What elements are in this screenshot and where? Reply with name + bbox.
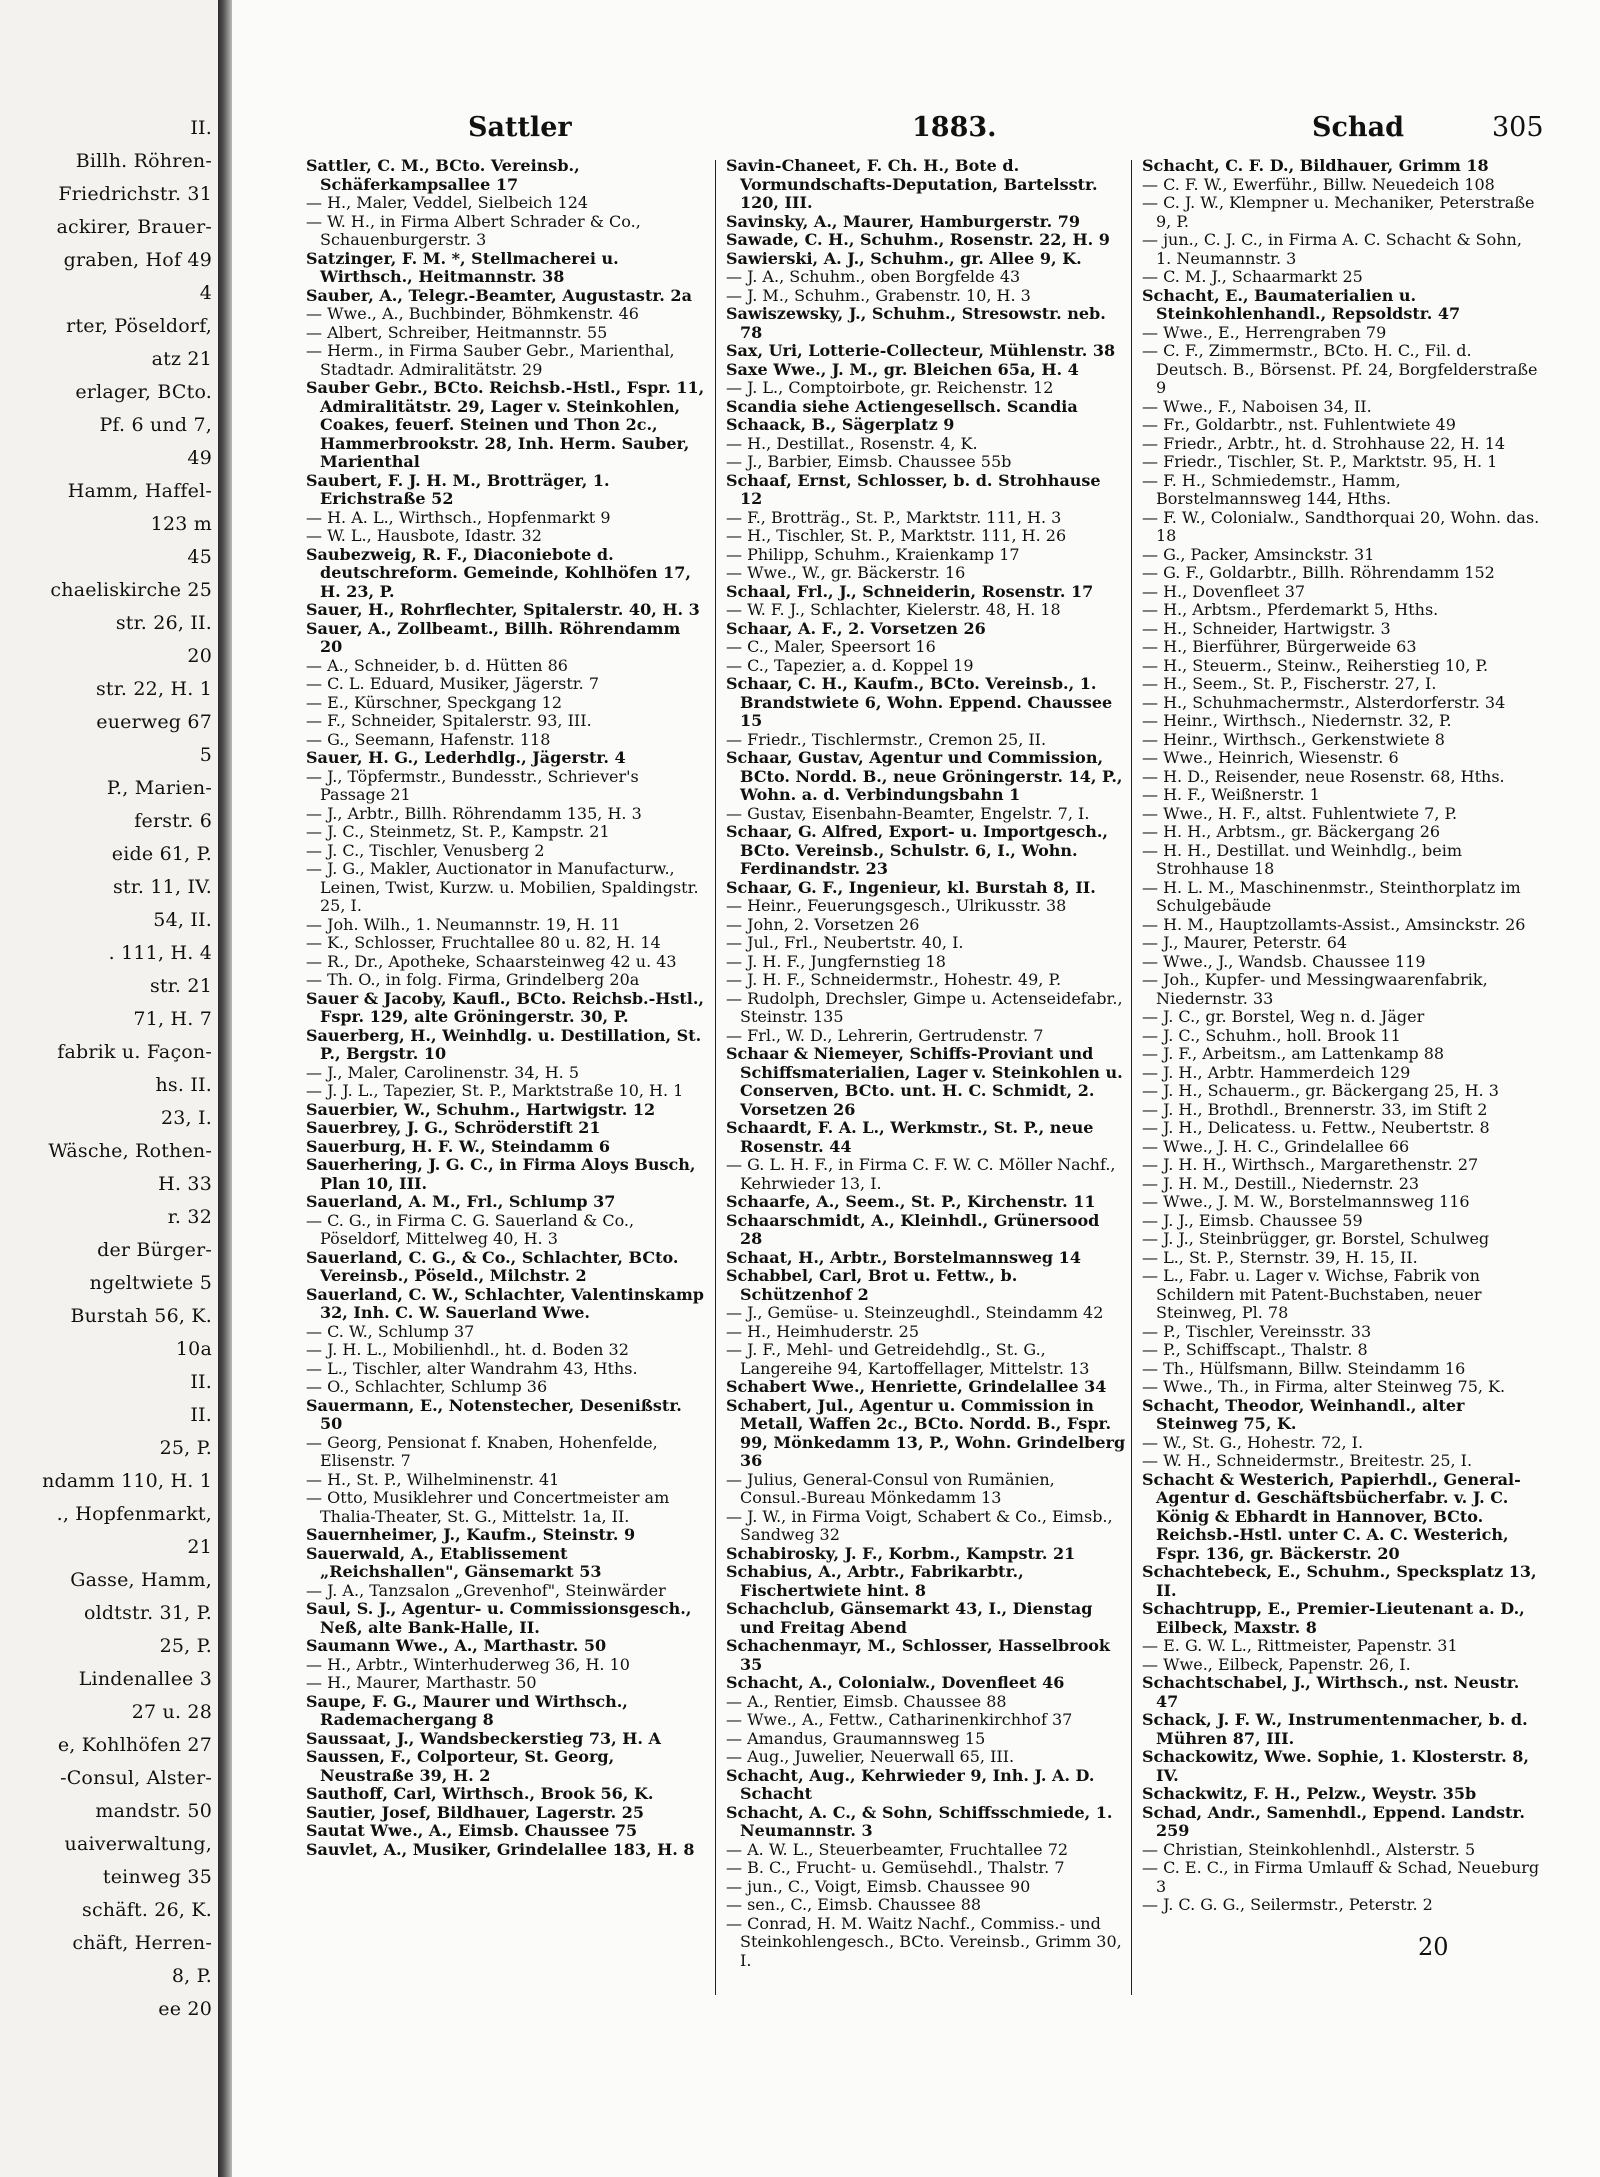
directory-entry: — Heinr., Feuerungsgesch., Ulrikusstr. 38	[726, 896, 1067, 915]
fragment-line: str. 22, H. 1	[95, 678, 212, 700]
directory-entry: — H., Bierführer, Bürgerweide 63	[1142, 637, 1417, 656]
fragment-line: chäft, Herren-	[72, 1932, 212, 1954]
directory-entry: — H., Dovenfleet 37	[1142, 581, 1306, 601]
directory-entry: Schacht, Theodor, Weinhandl., alter Steinweg 75, K.	[1142, 1395, 1465, 1433]
directory-entry: — H., Maler, Veddel, Sielbeich 124	[306, 193, 589, 212]
directory-entry: Schacht, E., Baumaterialien u. Steinkohlenhandl., Repsoldstr. 47	[1142, 285, 1461, 323]
directory-entry: Schaal, Frl., J., Schneiderin, Rosenstr. 17	[726, 581, 1094, 601]
directory-entry: — L., St. P., Sternstr. 39, H. 15, II.	[1142, 1247, 1418, 1267]
directory-entry: Saumann Wwe., A., Marthastr. 50	[306, 1636, 607, 1655]
directory-entry: — J. H. M., Destill., Niedernstr. 23	[1142, 1173, 1420, 1193]
fragment-line: 8, P.	[171, 1965, 212, 1987]
directory-entry: — B. C., Frucht- u. Gemüsehdl., Thalstr. 7	[726, 1858, 1065, 1877]
fragment-line: 49	[187, 447, 212, 469]
directory-entry: — H., Arbtr., Winterhuderweg 36, H. 10	[306, 1654, 630, 1674]
directory-entry: — Joh. Wilh., 1. Neumannstr. 19, H. 11	[306, 914, 621, 934]
directory-entry: Schaarschmidt, A., Kleinhdl., Grünersood 28	[726, 1210, 1100, 1248]
fragment-line: ferstr. 6	[134, 810, 212, 832]
directory-entry: Schabius, A., Arbtr., Fabrikarbtr., Fischertwiete hint. 8	[726, 1562, 1024, 1600]
directory-entry: — Otto, Musiklehrer und Concertmeister am Thalia-Theater, St. G., Mittelstr. 1a, II.	[306, 1488, 670, 1526]
fragment-line: 54, II.	[153, 909, 212, 931]
directory-entry: — F. W., Colonialw., Sandthorquai 20, Wohn. das. 18	[1142, 507, 1540, 545]
directory-entry: Sawiszewsky, J., Schuhm., Stresowstr. neb. 78	[726, 304, 1106, 342]
directory-entry: — W., St. G., Hohestr. 72, I.	[1142, 1432, 1364, 1452]
directory-entry: — J. C., gr. Borstel, Weg n. d. Jäger	[1142, 1007, 1425, 1026]
directory-entry: Schaardt, F. A. L., Werkmstr., St. P., neue Rosenstr. 44	[726, 1118, 1094, 1156]
directory-entry: Schaaf, Ernst, Schlosser, b. d. Strohhause 12	[726, 470, 1101, 508]
fragment-line: str. 26, II.	[115, 612, 212, 634]
directory-entry: — G., Seemann, Hafenstr. 118	[306, 729, 551, 749]
directory-entry: — O., Schlachter, Schlump 36	[306, 1377, 548, 1396]
directory-entry: — C., Maler, Speersort 16	[726, 637, 936, 656]
directory-entry: Saubert, F. J. H. M., Brotträger, 1. Erichstraße 52	[306, 470, 610, 508]
directory-entry: — J. H., Arbtr. Hammerdeich 129	[1142, 1062, 1411, 1082]
directory-entry: — J. C., Schuhm., holl. Brook 11	[1142, 1025, 1401, 1045]
directory-entry: Schacht, Aug., Kehrwieder 9, Inh. J. A. D. Schacht	[726, 1765, 1095, 1803]
directory-entry: Sauer, A., Zollbeamt., Billh. Röhrendamm 20	[306, 618, 681, 656]
directory-entry: Schachtschabel, J., Wirthsch., nst. Neustr. 47	[1142, 1673, 1520, 1711]
directory-entry: — J. H., Schauerm., gr. Bäckergang 25, H. 3	[1142, 1081, 1499, 1100]
directory-entry: — Wwe., A., Fettw., Catharinenkirchhof 37	[726, 1710, 1073, 1729]
directory-entry: — C. M. J., Schaarmarkt 25	[1142, 267, 1363, 286]
directory-entry: Sauvlet, A., Musiker, Grindelallee 183, H. 8	[306, 1839, 695, 1859]
directory-entry: — H. H., Destillat. und Weinhdlg., beim Strohhause 18	[1142, 840, 1462, 878]
directory-entry: Sauernheimer, J., Kaufm., Steinstr. 9	[306, 1525, 636, 1544]
fragment-line: Billh. Röhren-	[75, 150, 212, 172]
fragment-line: 123 m	[150, 513, 212, 535]
directory-entry: Schabert Wwe., Henriette, Grindelallee 34	[726, 1377, 1107, 1396]
directory-entry: — Rudolph, Drechsler, Gimpe u. Actenseidefabr., Steinstr. 135	[726, 988, 1123, 1026]
directory-entry: Saubezweig, R. F., Diaconiebote d. deutschreform. Gemeinde, Kohlhöfen 17, H. 23, P.	[306, 544, 691, 601]
directory-entry: — P., Tischler, Vereinsstr. 33	[1142, 1321, 1372, 1341]
fragment-line: 25, P.	[159, 1635, 212, 1657]
directory-entry: Savin-Chaneet, F. Ch. H., Bote d. Vormundschafts-Deputation, Bartelsstr. 120, III.	[726, 156, 1098, 212]
directory-entry: — Joh., Kupfer- und Messingwaarenfabrik, Niedernstr. 33	[1142, 970, 1488, 1008]
directory-entry: Sauerwald, A., Etablissement „Reichshallen", Gänsemarkt 53	[306, 1543, 602, 1581]
fragment-line: 45	[187, 546, 212, 568]
directory-entry: Sauer, H., Rohrflechter, Spitalerstr. 40, H. 3	[306, 600, 700, 619]
directory-entry: — W. H., in Firma Albert Schrader & Co., Schauenburgerstr. 3	[306, 211, 641, 249]
directory-entry: — C. E. C., in Firma Umlauff & Schad, Neueburg 3	[1142, 1858, 1540, 1896]
directory-entry: — Wwe., J. H. C., Grindelallee 66	[1142, 1136, 1410, 1156]
fragment-line: 20	[187, 645, 212, 667]
fragment-line: 4	[199, 282, 212, 304]
directory-entry: Schaar, G. Alfred, Export- u. Importgesch., BCto. Vereinsb., Schulstr. 6, I., Wohn. Ferdinandstr. 23	[726, 822, 1108, 878]
directory-entry: Schack, J. F. W., Instrumentenmacher, b. d. Mühren 87, III.	[1142, 1710, 1528, 1748]
directory-entry: Sawierski, A. J., Schuhm., gr. Allee 9, K.	[726, 248, 1082, 268]
directory-entry: Sautier, Josef, Bildhauer, Lagerstr. 25	[306, 1802, 644, 1822]
directory-entry: Sauerbier, W., Schuhm., Hartwigstr. 12	[306, 1099, 656, 1119]
directory-entry: — Julius, General-Consul von Rumänien, Consul.-Bureau Mönkedamm 13	[726, 1469, 1055, 1507]
directory-entry: — H. F., Weißnerstr. 1	[1142, 785, 1320, 804]
directory-entry: — J., Barbier, Eimsb. Chaussee 55b	[726, 452, 1012, 471]
previous-page-fragment	[0, 0, 218, 2177]
fragment-line: 71, H. 7	[133, 1008, 212, 1030]
page-number: 305	[1492, 112, 1544, 143]
directory-entry: Sauerbrey, J. G., Schröderstift 21	[306, 1118, 601, 1137]
fragment-line: II.	[190, 1371, 212, 1393]
directory-entry: Schaack, B., Sägerplatz 9	[726, 415, 955, 434]
directory-entry: — C. F., Zimmermstr., BCto. H. C., Fil. d. Deutsch. B., Börsenst. Pf. 24, Borgfelderstraße 9	[1142, 341, 1538, 397]
directory-entry: — H., Schuhmachermstr., Alsterdorferstr. 34	[1142, 692, 1506, 712]
directory-page	[232, 0, 1600, 2177]
directory-entry: — J. H. F., Schneidermstr., Hohestr. 49, P.	[726, 970, 1062, 989]
directory-entry: Sauerhering, J. G. C., in Firma Aloys Busch, Plan 10, III.	[306, 1155, 696, 1193]
fragment-line: Wäsche, Rothen-	[48, 1140, 212, 1162]
fragment-line: ngeltwiete 5	[89, 1272, 212, 1294]
fragment-line: euerweg 67	[96, 711, 212, 733]
directory-entry: — R., Dr., Apotheke, Schaarsteinweg 42 u. 43	[306, 951, 677, 971]
directory-entry: — jun., C. J. C., in Firma A. C. Schacht & Sohn, 1. Neumannstr. 3	[1142, 230, 1522, 268]
directory-entry: — A. W. L., Steuerbeamter, Fruchtallee 72	[726, 1839, 1069, 1859]
directory-entry: Satzinger, F. M. *, Stellmacherei u. Wirthsch., Heitmannstr. 38	[306, 248, 619, 286]
directory-entry: — Heinr., Wirthsch., Gerkenstwiete 8	[1142, 729, 1445, 749]
directory-entry: Schachtrupp, E., Premier-Lieutenant a. D., Eilbeck, Maxstr. 8	[1142, 1599, 1525, 1637]
directory-entry: — H. A. L., Wirthsch., Hopfenmarkt 9	[306, 507, 611, 527]
fragment-line: e, Kohlhöfen 27	[57, 1734, 212, 1756]
directory-entry: Schacht, A., Colonialw., Dovenfleet 46	[726, 1673, 1065, 1692]
directory-entry: — Herm., in Firma Sauber Gebr., Marienthal, Stadtadr. Admiralitätstr. 29	[306, 341, 675, 379]
column-rule	[1131, 160, 1132, 1995]
fragment-line: hs. II.	[155, 1074, 212, 1096]
header-right-word: Schad	[1312, 112, 1404, 143]
directory-entry: Saxe Wwe., J. M., gr. Bleichen 65a, H. 4	[726, 359, 1079, 379]
directory-entry: Schachenmayr, M., Schlosser, Hasselbrook 35	[726, 1636, 1110, 1674]
directory-entry: Sauerland, C. W., Schlachter, Valentinskamp 32, Inh. C. W. Sauerland Wwe.	[306, 1284, 704, 1322]
directory-entry: — W. F. J., Schlachter, Kielerstr. 48, H. 18	[726, 600, 1061, 619]
directory-entry: — L., Fabr. u. Lager v. Wichse, Fabrik von Schildern mit Patent-Buchstaben, neuer Steinweg, Pl. 78	[1142, 1266, 1482, 1322]
fragment-line: teinweg 35	[102, 1866, 212, 1888]
directory-entry: — Gustav, Eisenbahn-Beamter, Engelstr. 7, I.	[726, 803, 1090, 823]
directory-entry: — C. W., Schlump 37	[306, 1321, 475, 1341]
directory-entry: — J. F., Mehl- und Getreidehdlg., St. G., Langereihe 94, Kartoffellager, Mittelstr. 13	[726, 1340, 1090, 1378]
directory-entry: Sauber Gebr., BCto. Reichsb.-Hstl., Fspr. 11, Admiralitätstr. 29, Lager v. Steinkohlen, Coakes, feuerf. Steinen und Thon 2c., Hammerbrookstr. 28, Inh. Herm. Sauber, Marienthal	[306, 378, 705, 471]
directory-entry: Schabert, Jul., Agentur u. Commission in Metall, Waffen 2c., BCto. Nordd. B., Fspr. 99, Mönkedamm 13, P., Wohn. Grindelberg 36	[726, 1395, 1126, 1470]
fragment-line: Friedrichstr. 31	[58, 183, 212, 205]
directory-entry: Saussaat, J., Wandsbeckerstieg 73, H. A	[306, 1728, 661, 1748]
directory-entry: Sauerburg, H. F. W., Steindamm 6	[306, 1136, 611, 1156]
directory-entry: Sautat Wwe., A., Eimsb. Chaussee 75	[306, 1821, 638, 1840]
directory-entry: — Conrad, H. M. Waitz Nachf., Commiss.- und Steinkohlengesch., BCto. Vereinsb., Grimm 30, I.	[726, 1913, 1122, 1970]
directory-entry: — Fr., Goldarbtr., nst. Fuhlentwiete 49	[1142, 415, 1456, 434]
directory-entry: — G. L. H. F., in Firma C. F. W. C. Möller Nachf., Kehrwieder 13, I.	[726, 1155, 1116, 1193]
fragment-line: P., Marien-	[106, 777, 212, 799]
directory-entry: Sawade, C. H., Schuhm., Rosenstr. 22, H. 9	[726, 230, 1110, 249]
fragment-line: der Bürger-	[97, 1239, 212, 1261]
fragment-line: Hamm, Haffel-	[67, 480, 212, 502]
directory-entry: — Wwe., Th., in Firma, alter Steinweg 75, K.	[1142, 1377, 1506, 1396]
directory-entry: — Frl., W. D., Lehrerin, Gertrudenstr. 7	[726, 1025, 1044, 1045]
directory-entry: — J. H., Delicatess. u. Fettw., Neubertstr. 8	[1142, 1118, 1490, 1137]
directory-entry: — Wwe., E., Herrengraben 79	[1142, 322, 1387, 342]
fragment-line: chaeliskirche 25	[50, 579, 212, 601]
directory-entry: — Friedr., Arbtr., ht. d. Strohhause 22, H. 14	[1142, 433, 1506, 453]
directory-entry: Sauer, H. G., Lederhdlg., Jägerstr. 4	[306, 748, 626, 767]
directory-entry: — Albert, Schreiber, Heitmannstr. 55	[306, 322, 608, 342]
directory-entry: — C. G., in Firma C. G. Sauerland & Co., Pöseldorf, Mittelweg 40, H. 3	[306, 1210, 635, 1248]
column-2	[726, 157, 1126, 1970]
directory-entry: — J., Gemüse- u. Steinzeughdl., Steindamm 42	[726, 1303, 1104, 1322]
directory-entry: Schad, Andr., Samenhdl., Eppend. Landstr. 259	[1142, 1802, 1525, 1840]
directory-entry: — J. H. H., Wirthsch., Margarethenstr. 27	[1142, 1155, 1479, 1174]
fragment-line: 25, P.	[159, 1437, 212, 1459]
fragment-line: ndamm 110, H. 1	[42, 1470, 212, 1492]
directory-entry: — J., Arbtr., Billh. Röhrendamm 135, H. 3	[306, 803, 642, 823]
directory-entry: — C., Tapezier, a. d. Koppel 19	[726, 655, 974, 675]
directory-entry: — Th. O., in folg. Firma, Grindelberg 20a	[306, 970, 640, 989]
directory-entry: Sax, Uri, Lotterie-Collecteur, Mühlenstr. 38	[726, 341, 1116, 360]
directory-entry: — Christian, Steinkohlenhdl., Alsterstr. 5	[1142, 1839, 1476, 1859]
directory-entry: — C. L. Eduard, Musiker, Jägerstr. 7	[306, 674, 599, 693]
directory-entry: Sauthoff, Carl, Wirthsch., Brook 56, K.	[306, 1784, 654, 1803]
directory-entry: — Wwe., A., Buchbinder, Böhmkenstr. 46	[306, 304, 639, 323]
directory-entry: Schacht, C. F. D., Bildhauer, Grimm 18	[1142, 156, 1489, 175]
fragment-line: erlager, BCto.	[75, 381, 212, 403]
fragment-line: . 111, H. 4	[108, 942, 212, 964]
fragment-line: rter, Pöseldorf,	[66, 315, 212, 337]
directory-entry: — Wwe., F., Naboisen 34, II.	[1142, 396, 1372, 416]
directory-entry: — Friedr., Tischlermstr., Cremon 25, II.	[726, 729, 1047, 749]
directory-entry: — Heinr., Wirthsch., Niedernstr. 32, P.	[1142, 711, 1452, 730]
fragment-line: ackirer, Brauer-	[56, 216, 212, 238]
directory-entry: Schaarfe, A., Seem., St. P., Kirchenstr. 11	[726, 1192, 1096, 1211]
fragment-line: 10a	[175, 1338, 212, 1360]
fragment-line: Gasse, Hamm,	[70, 1569, 212, 1591]
directory-entry: — H. H., Arbtsm., gr. Bäckergang 26	[1142, 822, 1441, 841]
directory-entry: — Wwe., W., gr. Bäckerstr. 16	[726, 563, 966, 582]
fragment-line: oldtstr. 31, P.	[83, 1602, 212, 1624]
directory-entry: Schabirosky, J. F., Korbm., Kampstr. 21	[726, 1543, 1076, 1563]
fragment-line: II.	[190, 117, 212, 139]
directory-entry: — H., Tischler, St. P., Marktstr. 111, H. 26	[726, 526, 1067, 545]
directory-entry: — J. G., Makler, Auctionator in Manufacturw., Leinen, Twist, Kurzw. u. Mobilien, Spaldingstr. 25, I.	[306, 859, 699, 915]
directory-entry: Schabbel, Carl, Brot u. Fettw., b. Schützenhof 2	[726, 1266, 1018, 1304]
column-rule	[715, 160, 716, 1995]
directory-entry: — J. J., Eimsb. Chaussee 59	[1142, 1210, 1363, 1230]
fragment-line: ee 20	[158, 1998, 212, 2020]
directory-entry: — J. H. L., Mobilienhdl., ht. d. Boden 32	[306, 1340, 629, 1359]
directory-entry: — J. F., Arbeitsm., am Lattenkamp 88	[1142, 1044, 1445, 1063]
directory-entry: Schaat, H., Arbtr., Borstelmannsweg 14	[726, 1247, 1081, 1267]
directory-entry: — H., Heimhuderstr. 25	[726, 1321, 920, 1341]
directory-entry: — F., Brotträg., St. P., Marktstr. 111, H. 3	[726, 507, 1062, 527]
directory-entry: Schacht & Westerich, Papierhdl., General-Agentur d. Geschäftsbücherfabr. v. J. C. König & Ebhardt in Hannover, BCto. Reichsb.-Hstl. unter C. A. C. Westerich, Fspr. 136, gr. Bäckerstr. 20	[1142, 1469, 1521, 1563]
directory-entry: — H., Destillat., Rosenstr. 4, K.	[726, 433, 978, 453]
fragment-line: mandstr. 50	[95, 1800, 212, 1822]
directory-entry: — C. F. W., Ewerführ., Billw. Neuedeich 108	[1142, 174, 1495, 194]
directory-entry: — J. M., Schuhm., Grabenstr. 10, H. 3	[726, 285, 1031, 305]
directory-entry: — J. H., Brothdl., Brennerstr. 33, im Stift 2	[1142, 1099, 1488, 1119]
directory-entry: — H., Steuerm., Steinw., Reiherstieg 10, P.	[1142, 655, 1489, 675]
fragment-line: schäft. 26, K.	[82, 1899, 212, 1921]
directory-entry: — H., Arbtsm., Pferdemarkt 5, Hths.	[1142, 600, 1439, 619]
directory-entry: — G. F., Goldarbtr., Billh. Röhrendamm 152	[1142, 563, 1495, 582]
fragment-line: 21	[187, 1536, 212, 1558]
directory-entry: Schaar & Niemeyer, Schiffs-Proviant und Schiffsmaterialien, Lager v. Steinkohlen u. Conserven, BCto. unt. H. C. Schmidt, 2. Vorsetzen 26	[726, 1044, 1123, 1119]
directory-entry: — J. J. L., Tapezier, St. P., Marktstraße 10, H. 1	[306, 1081, 684, 1100]
directory-entry: — Th., Hülfsmann, Billw. Steindamm 16	[1142, 1358, 1466, 1378]
directory-entry: — Wwe., J. M. W., Borstelmannsweg 116	[1142, 1192, 1470, 1211]
directory-entry: — J. L., Comptoirbote, gr. Reichenstr. 12	[726, 378, 1054, 397]
directory-entry: — H., Seem., St. P., Fischerstr. 27, I.	[1142, 674, 1437, 693]
directory-entry: — Aug., Juwelier, Neuerwall 65, III.	[726, 1747, 1015, 1766]
directory-entry: — J., Maler, Carolinenstr. 34, H. 5	[306, 1062, 579, 1082]
directory-entry: — E. G. W. L., Rittmeister, Papenstr. 31	[1142, 1636, 1458, 1655]
fragment-line: r. 32	[167, 1206, 212, 1228]
running-header	[232, 112, 1600, 152]
directory-entry: — J., Töpfermstr., Bundesstr., Schriever's Passage 21	[306, 766, 639, 804]
fragment-line: str. 21	[149, 975, 212, 997]
directory-entry: — A., Schneider, b. d. Hütten 86	[306, 655, 568, 675]
fragment-line: Lindenallee 3	[78, 1668, 212, 1690]
directory-entry: — J. C., Tischler, Venusberg 2	[306, 840, 545, 860]
directory-entry: — H. L. M., Maschinenmstr., Steinthorplatz im Schulgebäude	[1142, 877, 1521, 915]
directory-entry: — Georg, Pensionat f. Knaben, Hohenfelde, Elisenstr. 7	[306, 1432, 658, 1470]
directory-entry: — sen., C., Eimsb. Chaussee 88	[726, 1895, 982, 1914]
directory-entry: Sauerberg, H., Weinhdlg. u. Destillation, St. P., Bergstr. 10	[306, 1025, 702, 1063]
header-left-word: Sattler	[468, 112, 572, 143]
directory-entry: — John, 2. Vorsetzen 26	[726, 914, 920, 934]
column-3	[1142, 157, 1542, 1915]
directory-entry: — J. C. G. G., Seilermstr., Peterstr. 2	[1142, 1895, 1433, 1914]
fragment-line: graben, Hof 49	[63, 249, 212, 271]
directory-entry: — J. H. F., Jungfernstieg 18	[726, 951, 946, 971]
directory-entry: Saussen, F., Colporteur, St. Georg, Neustraße 39, H. 2	[306, 1747, 615, 1785]
fragment-line: 27 u. 28	[131, 1701, 212, 1723]
directory-entry: Schachclub, Gänsemarkt 43, I., Dienstag und Freitag Abend	[726, 1599, 1093, 1637]
directory-entry: — L., Tischler, alter Wandrahm 43, Hths.	[306, 1358, 638, 1378]
directory-entry: — H., Maurer, Marthastr. 50	[306, 1673, 537, 1692]
fragment-line: -Consul, Alster-	[60, 1767, 212, 1789]
directory-entry: — J. C., Steinmetz, St. P., Kampstr. 21	[306, 822, 610, 841]
directory-entry: — C. J. W., Klempner u. Mechaniker, Peterstraße 9, P.	[1142, 193, 1535, 231]
fragment-line: fabrik u. Façon-	[57, 1041, 212, 1063]
directory-entry: — F., Schneider, Spitalerstr. 93, III.	[306, 711, 592, 730]
header-year: 1883.	[912, 112, 997, 143]
directory-entry: — Philipp, Schuhm., Kraienkamp 17	[726, 544, 1020, 564]
directory-entry: — Wwe., H. F., altst. Fuhlentwiete 7, P.	[1142, 803, 1458, 823]
fragment-line: uaiverwaltung,	[64, 1833, 212, 1855]
directory-entry: — J., Maurer, Peterstr. 64	[1142, 933, 1348, 952]
directory-entry: — W. H., Schneidermstr., Breitestr. 25, I.	[1142, 1451, 1473, 1470]
directory-entry: — F. H., Schmiedemstr., Hamm, Borstelmannsweg 144, Hths.	[1142, 470, 1401, 508]
directory-entry: Scandia siehe Actiengesellsch. Scandia	[726, 396, 1078, 416]
fragment-line: eide 61, P.	[111, 843, 212, 865]
directory-entry: Sattler, C. M., BCto. Vereinsb., Schäferkampsallee 17	[306, 156, 580, 194]
directory-entry: Schackwitz, F. H., Pelzw., Weystr. 35b	[1142, 1784, 1477, 1803]
fragment-line: ., Hopfenmarkt,	[56, 1503, 212, 1525]
directory-entry: — E., Kürschner, Speckgang 12	[306, 692, 562, 712]
directory-entry: — Wwe., J., Wandsb. Chaussee 119	[1142, 951, 1426, 971]
directory-entry: — Jul., Frl., Neubertstr. 40, I.	[726, 933, 964, 952]
directory-entry: — K., Schlosser, Fruchtallee 80 u. 82, H. 14	[306, 933, 661, 952]
fragment-line: Burstah 56, K.	[70, 1305, 212, 1327]
directory-entry: — W. L., Hausbote, Idastr. 32	[306, 526, 542, 545]
directory-entry: — H., St. P., Wilhelminenstr. 41	[306, 1469, 560, 1489]
directory-entry: Sauber, A., Telegr.-Beamter, Augustastr. 2a	[306, 285, 692, 305]
directory-entry: Schackowitz, Wwe. Sophie, 1. Klosterstr. 8, IV.	[1142, 1747, 1529, 1785]
fragment-line: H. 33	[158, 1173, 212, 1195]
directory-entry: — J. W., in Firma Voigt, Schabert & Co., Eimsb., Sandweg 32	[726, 1506, 1113, 1544]
directory-entry: — Wwe., Heinrich, Wiesenstr. 6	[1142, 748, 1399, 767]
directory-entry: Sauerland, C. G., & Co., Schlachter, BCto. Vereinsb., Pöseld., Milchstr. 2	[306, 1247, 679, 1285]
directory-entry: — P., Schiffscapt., Thalstr. 8	[1142, 1340, 1368, 1359]
book-gutter	[218, 0, 232, 2177]
column-1	[306, 157, 706, 1859]
directory-entry: — Wwe., Eilbeck, Papenstr. 26, I.	[1142, 1654, 1411, 1674]
directory-entry: — Amandus, Graumannsweg 15	[726, 1728, 986, 1748]
fragment-line: 5	[199, 744, 212, 766]
directory-entry: — H. M., Hauptzollamts-Assist., Amsinckstr. 26	[1142, 914, 1526, 934]
directory-entry: Schaar, C. H., Kaufm., BCto. Vereinsb., 1. Brandstwiete 6, Wohn. Eppend. Chaussee 15	[726, 674, 1113, 730]
directory-entry: — H. D., Reisender, neue Rosenstr. 68, Hths.	[1142, 766, 1505, 786]
directory-entry: — H., Schneider, Hartwigstr. 3	[1142, 618, 1391, 638]
fragment-line: 23, I.	[160, 1107, 212, 1129]
fragment-line: II.	[190, 1404, 212, 1426]
directory-entry: Schaar, Gustav, Agentur und Commission, BCto. Nordd. B., neue Gröningerstr. 14, P., Wohn. a. d. Verbindungsbahn 1	[726, 748, 1123, 804]
directory-entry: — Friedr., Tischler, St. P., Marktstr. 95, H. 1	[1142, 452, 1498, 471]
directory-entry: Sauerland, A. M., Frl., Schlump 37	[306, 1192, 616, 1211]
fragment-line: atz 21	[151, 348, 212, 370]
fragment-line: str. 11, IV.	[112, 876, 212, 898]
directory-entry: Schacht, A. C., & Sohn, Schiffsschmiede, 1. Neumannstr. 3	[726, 1802, 1113, 1840]
directory-entry: Schaar, A. F., 2. Vorsetzen 26	[726, 618, 986, 638]
directory-entry: — A., Rentier, Eimsb. Chaussee 88	[726, 1691, 1007, 1711]
directory-entry: Schaar, G. F., Ingenieur, kl. Burstah 8, II.	[726, 877, 1096, 897]
directory-entry: Savinsky, A., Maurer, Hamburgerstr. 79	[726, 211, 1081, 231]
directory-entry: Sauermann, E., Notenstecher, Desenißstr. 50	[306, 1395, 682, 1433]
directory-entry: — G., Packer, Amsinckstr. 31	[1142, 544, 1375, 564]
directory-entry: — J. A., Tanzsalon „Grevenhof", Steinwärder	[306, 1580, 666, 1600]
directory-entry: Saul, S. J., Agentur- u. Commissionsgesch., Neß, alte Bank-Halle, II.	[306, 1599, 692, 1637]
directory-entry: Saupe, F. G., Maurer und Wirthsch., Rademachergang 8	[306, 1691, 628, 1729]
directory-entry: — J. J., Steinbrügger, gr. Borstel, Schulweg	[1142, 1229, 1490, 1248]
sheet-signature: 20	[1418, 1933, 1449, 1961]
directory-entry: — J. A., Schuhm., oben Borgfelde 43	[726, 267, 1021, 286]
directory-entry: Schachtebeck, E., Schuhm., Specksplatz 13, II.	[1142, 1562, 1537, 1600]
directory-entry: — jun., C., Voigt, Eimsb. Chaussee 90	[726, 1876, 1031, 1896]
fragment-line: Pf. 6 und 7,	[99, 414, 212, 436]
directory-entry: Sauer & Jacoby, Kaufl., BCto. Reichsb.-Hstl., Fspr. 129, alte Gröningerstr. 30, P.	[306, 988, 704, 1026]
